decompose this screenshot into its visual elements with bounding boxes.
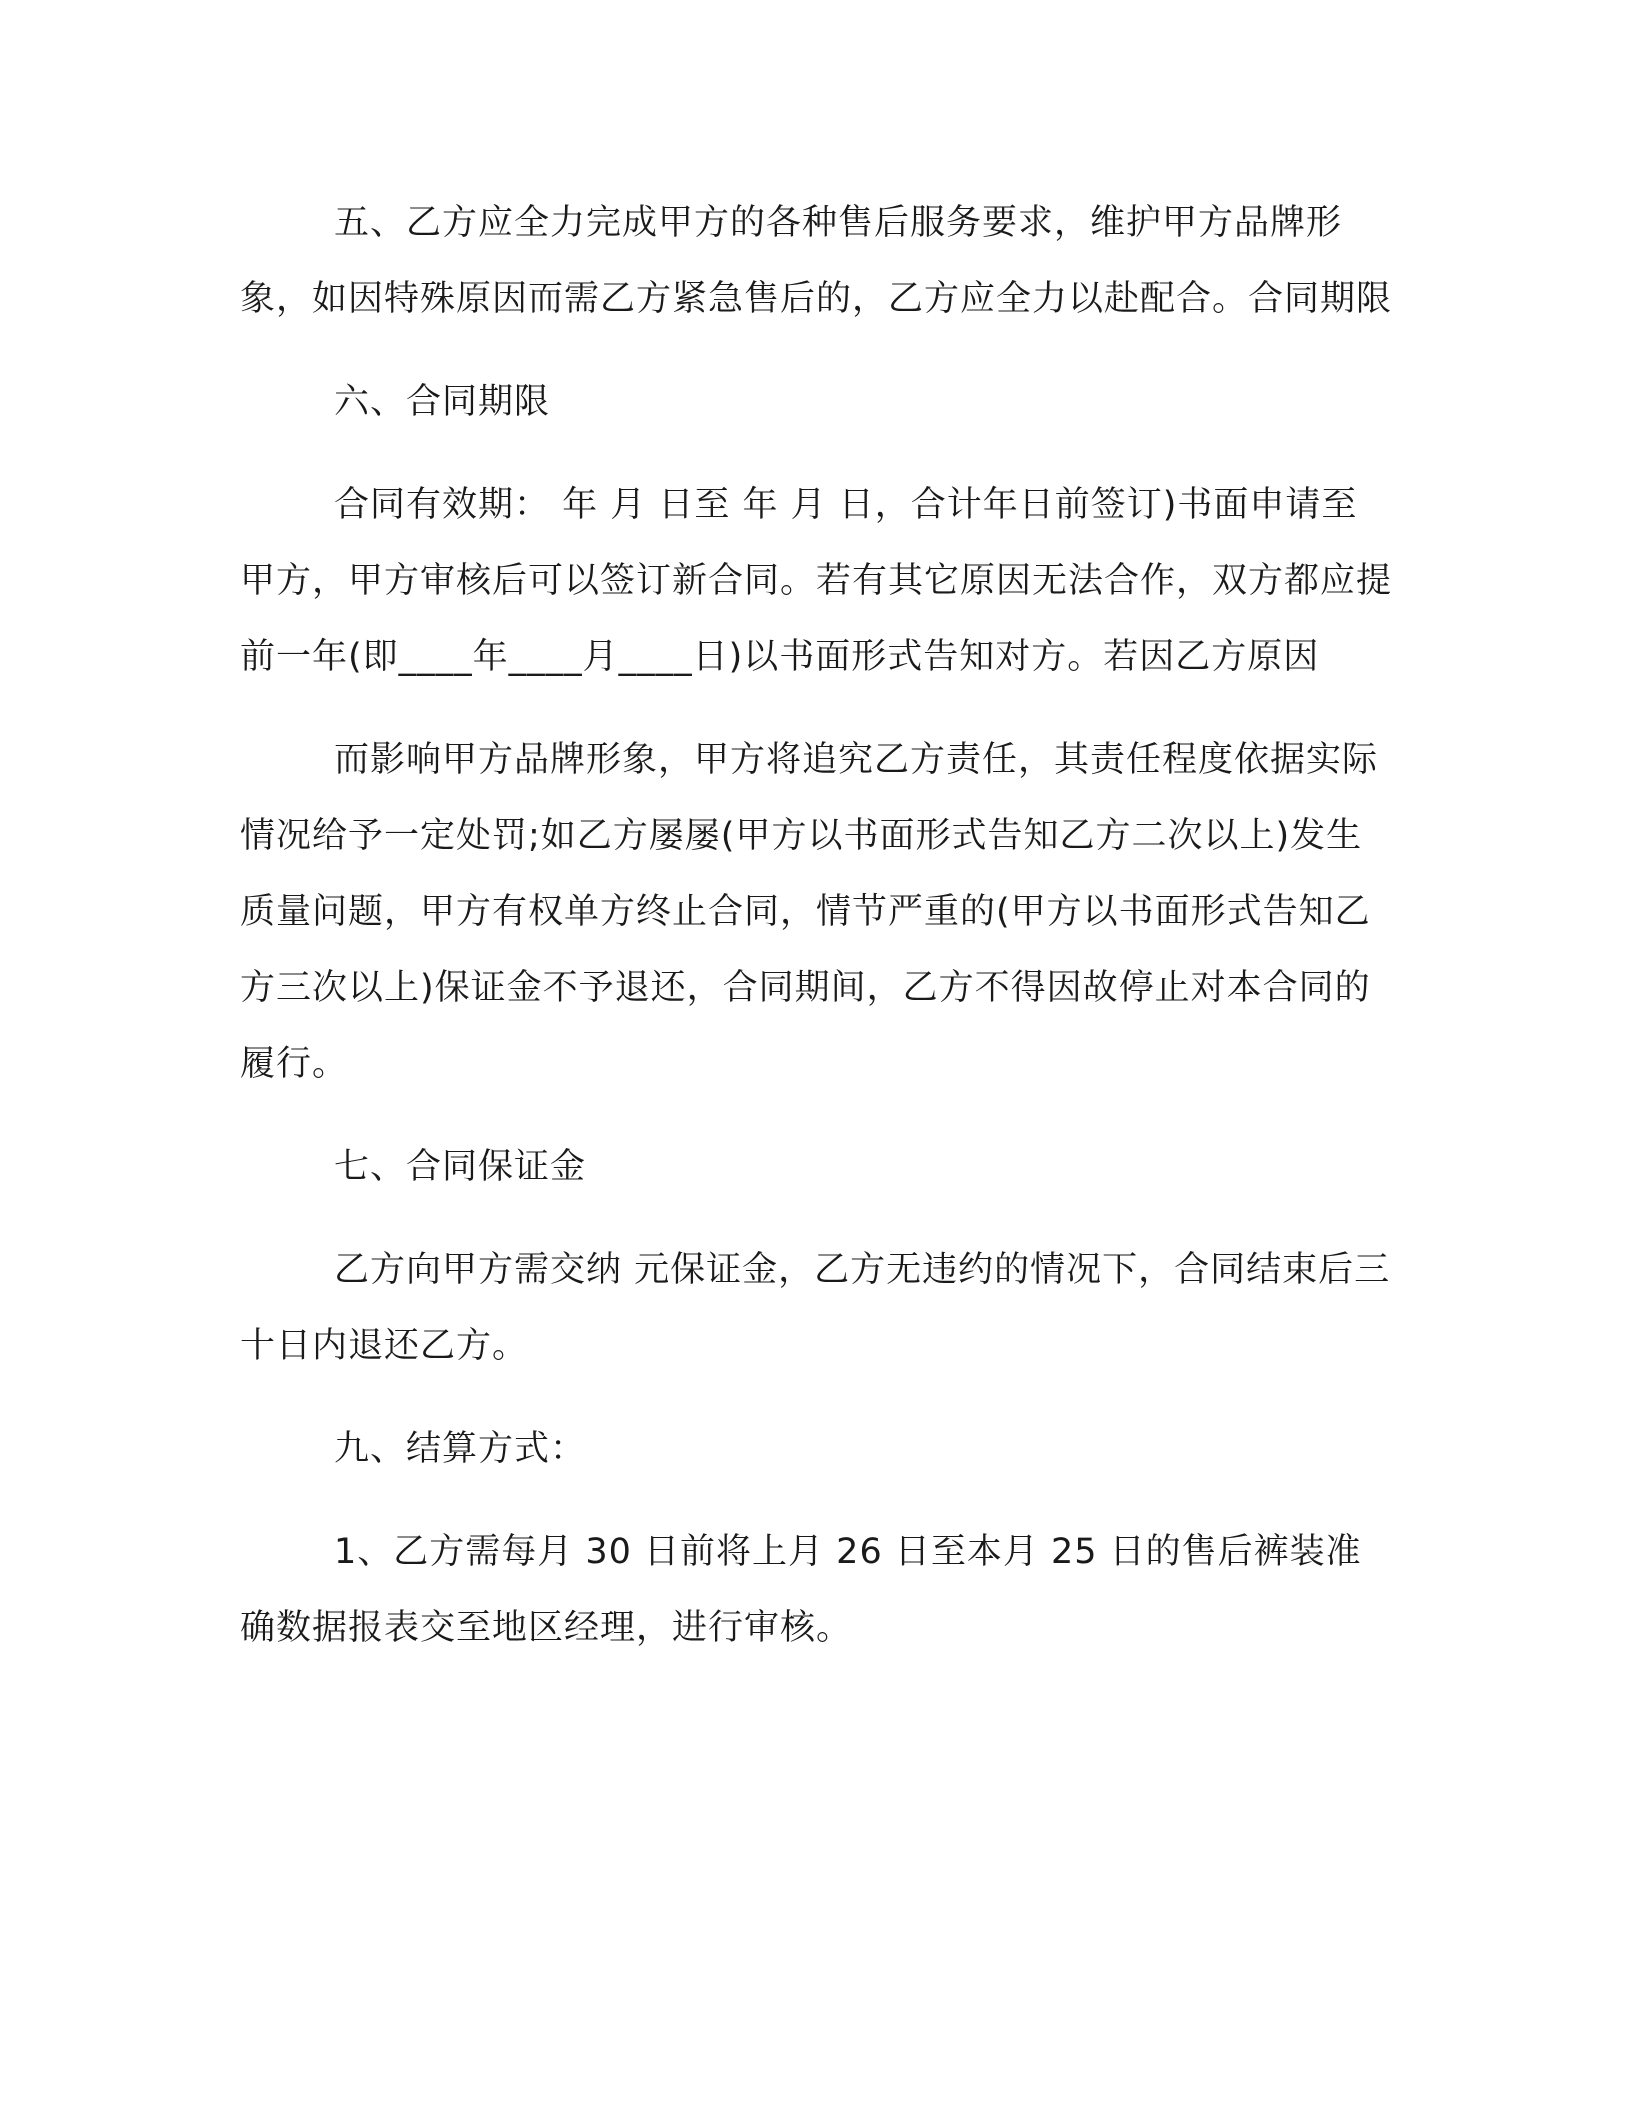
clause-7-heading: 七、合同保证金 [334,1147,587,1187]
settlement-item-1: 1、乙方需每月 30 日前将上月 26 日至本月 25 日的售后裤装准确数据报表交至地区经理，进行审核。 [240,1532,1362,1648]
brand-image-paragraph: 而影响甲方品牌形象，甲方将追究乙方责任，其责任程度依据实际情况给予一定处罚;如乙方屡屡(甲方以书面形式告知乙方二次以上)发生质量问题，甲方有权单方终止合同，情节严重的(甲方以书面形式告知乙方三次以上)保证金不予退还，合同期间，乙方不得因故停止对本合同的履行。 [240,740,1379,1084]
contract-term-paragraph: 合同有效期： 年 月 日至 年 月 日，合计年日前签订)书面申请至甲方，甲方审核后可以签订新合同。若有其它原因无法合作，双方都应提前一年(即____年____月____日)以书面形式告知对方。若因乙方原因 [240,485,1393,677]
deposit-paragraph: 乙方向甲方需交纳 元保证金，乙方无违约的情况下，合同结束后三十日内退还乙方。 [240,1250,1391,1366]
clause-9-heading: 九、结算方式： [334,1429,587,1469]
document-body [240,185,1392,1666]
clause-6-heading: 六、合同期限 [334,382,551,422]
clause-5-paragraph: 五、乙方应全力完成甲方的各种售后服务要求，维护甲方品牌形象，如因特殊原因而需乙方紧急售后的，乙方应全力以赴配合。合同期限 [240,203,1393,319]
